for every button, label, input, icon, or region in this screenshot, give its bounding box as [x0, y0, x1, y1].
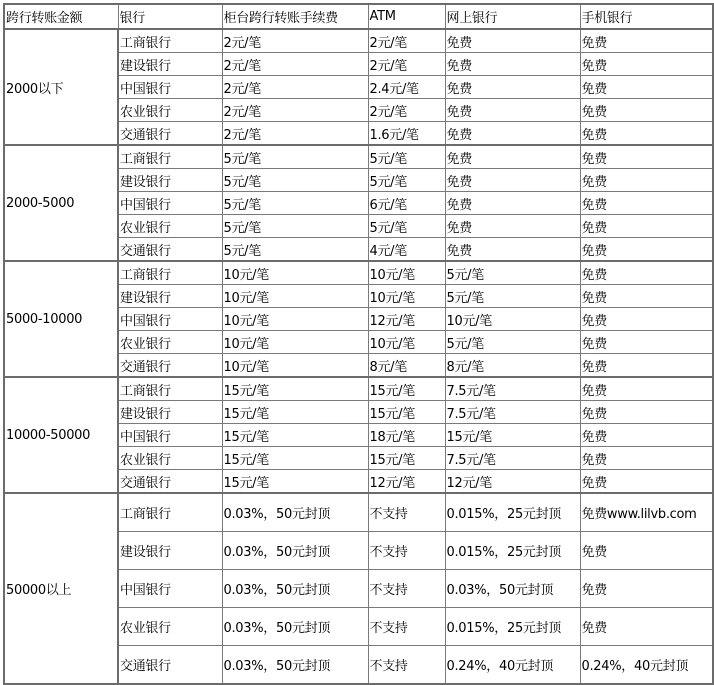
- mobile-banking-fee-cell: 免费: [580, 145, 713, 169]
- online-banking-fee-cell: 免费: [445, 145, 580, 169]
- column-header: 跨行转账金额: [4, 4, 118, 29]
- bank-cell: 中国银行: [118, 192, 222, 215]
- counter-fee-cell: 10元/笔: [222, 331, 368, 354]
- atm-fee-cell: 2.4元/笔: [368, 76, 445, 99]
- atm-fee-cell: 15元/笔: [368, 401, 445, 424]
- bank-cell: 交通银行: [118, 646, 222, 685]
- online-banking-fee-cell: 7.5元/笔: [445, 377, 580, 401]
- counter-fee-cell: 2元/笔: [222, 76, 368, 99]
- mobile-banking-fee-cell: 免费: [580, 570, 713, 608]
- mobile-banking-fee-cell: 免费: [580, 532, 713, 570]
- column-header: 银行: [118, 4, 222, 29]
- online-banking-fee-cell: 0.03%，50元封顶: [445, 570, 580, 608]
- atm-fee-cell: 不支持: [368, 608, 445, 646]
- bank-cell: 中国银行: [118, 570, 222, 608]
- table-row: [4, 377, 713, 401]
- counter-fee-cell: 2元/笔: [222, 122, 368, 146]
- header-row: [4, 4, 713, 29]
- bank-cell: 交通银行: [118, 470, 222, 494]
- atm-fee-cell: 不支持: [368, 532, 445, 570]
- counter-fee-cell: 15元/笔: [222, 377, 368, 401]
- amount-range-cell: 2000-5000: [4, 145, 118, 261]
- atm-fee-cell: 4元/笔: [368, 238, 445, 262]
- mobile-banking-fee-cell: 免费: [580, 377, 713, 401]
- mobile-banking-fee-cell: 免费: [580, 401, 713, 424]
- online-banking-fee-cell: 免费: [445, 122, 580, 146]
- table-row: [4, 493, 713, 532]
- online-banking-fee-cell: 12元/笔: [445, 470, 580, 494]
- bank-cell: 农业银行: [118, 99, 222, 122]
- atm-fee-cell: 10元/笔: [368, 331, 445, 354]
- bank-cell: 交通银行: [118, 238, 222, 262]
- counter-fee-cell: 2元/笔: [222, 29, 368, 53]
- mobile-banking-fee-cell: 免费: [580, 447, 713, 470]
- counter-fee-cell: 0.03%，50元封顶: [222, 646, 368, 685]
- online-banking-fee-cell: 0.015%，25元封顶: [445, 532, 580, 570]
- bank-cell: 交通银行: [118, 122, 222, 146]
- atm-fee-cell: 18元/笔: [368, 424, 445, 447]
- atm-fee-cell: 8元/笔: [368, 354, 445, 378]
- mobile-banking-fee-cell: 免费: [580, 122, 713, 146]
- online-banking-fee-cell: 免费: [445, 29, 580, 53]
- table-body: [4, 4, 713, 684]
- counter-fee-cell: 5元/笔: [222, 192, 368, 215]
- bank-cell: 工商银行: [118, 377, 222, 401]
- bank-cell: 工商银行: [118, 261, 222, 285]
- atm-fee-cell: 2元/笔: [368, 29, 445, 53]
- counter-fee-cell: 2元/笔: [222, 99, 368, 122]
- mobile-banking-fee-cell: 免费: [580, 285, 713, 308]
- atm-fee-cell: 10元/笔: [368, 261, 445, 285]
- counter-fee-cell: 0.03%，50元封顶: [222, 493, 368, 532]
- online-banking-fee-cell: 15元/笔: [445, 424, 580, 447]
- bank-cell: 农业银行: [118, 215, 222, 238]
- counter-fee-cell: 5元/笔: [222, 169, 368, 192]
- bank-cell: 建设银行: [118, 169, 222, 192]
- atm-fee-cell: 1.6元/笔: [368, 122, 445, 146]
- bank-cell: 农业银行: [118, 608, 222, 646]
- atm-fee-cell: 2元/笔: [368, 53, 445, 76]
- online-banking-fee-cell: 8元/笔: [445, 354, 580, 378]
- atm-fee-cell: 5元/笔: [368, 215, 445, 238]
- bank-cell: 工商银行: [118, 493, 222, 532]
- mobile-banking-fee-cell: 免费: [580, 261, 713, 285]
- amount-range-cell: 10000-50000: [4, 377, 118, 493]
- mobile-banking-fee-cell: 免费: [580, 470, 713, 494]
- online-banking-fee-cell: 免费: [445, 169, 580, 192]
- counter-fee-cell: 5元/笔: [222, 215, 368, 238]
- atm-fee-cell: 6元/笔: [368, 192, 445, 215]
- mobile-banking-fee-cell: 免费: [580, 424, 713, 447]
- column-header: 手机银行: [580, 4, 713, 29]
- online-banking-fee-cell: 免费: [445, 192, 580, 215]
- table-row: [4, 29, 713, 53]
- counter-fee-cell: 15元/笔: [222, 401, 368, 424]
- online-banking-fee-cell: 免费: [445, 53, 580, 76]
- online-banking-fee-cell: 7.5元/笔: [445, 401, 580, 424]
- mobile-banking-fee-cell: 免费: [580, 608, 713, 646]
- online-banking-fee-cell: 0.24%，40元封顶: [445, 646, 580, 685]
- online-banking-fee-cell: 免费: [445, 99, 580, 122]
- mobile-banking-fee-cell: 免费: [580, 53, 713, 76]
- amount-range-cell: 5000-10000: [4, 261, 118, 377]
- bank-cell: 交通银行: [118, 354, 222, 378]
- mobile-banking-fee-cell: 免费: [580, 76, 713, 99]
- column-header: ATM: [368, 4, 445, 29]
- online-banking-fee-cell: 5元/笔: [445, 285, 580, 308]
- atm-fee-cell: 不支持: [368, 493, 445, 532]
- atm-fee-cell: 12元/笔: [368, 308, 445, 331]
- bank-cell: 中国银行: [118, 308, 222, 331]
- online-banking-fee-cell: 0.015%，25元封顶: [445, 608, 580, 646]
- atm-fee-cell: 5元/笔: [368, 145, 445, 169]
- bank-cell: 农业银行: [118, 331, 222, 354]
- atm-fee-cell: 不支持: [368, 570, 445, 608]
- bank-cell: 农业银行: [118, 447, 222, 470]
- counter-fee-cell: 10元/笔: [222, 354, 368, 378]
- counter-fee-cell: 0.03%，50元封顶: [222, 570, 368, 608]
- atm-fee-cell: 15元/笔: [368, 447, 445, 470]
- amount-range-cell: 2000以下: [4, 29, 118, 145]
- online-banking-fee-cell: 免费: [445, 215, 580, 238]
- bank-cell: 中国银行: [118, 76, 222, 99]
- counter-fee-cell: 15元/笔: [222, 447, 368, 470]
- bank-cell: 建设银行: [118, 401, 222, 424]
- online-banking-fee-cell: 免费: [445, 76, 580, 99]
- counter-fee-cell: 10元/笔: [222, 308, 368, 331]
- atm-fee-cell: 5元/笔: [368, 169, 445, 192]
- online-banking-fee-cell: 免费: [445, 238, 580, 262]
- column-header: 柜台跨行转账手续费: [222, 4, 368, 29]
- online-banking-fee-cell: 10元/笔: [445, 308, 580, 331]
- mobile-banking-fee-cell: 0.24%，40元封顶: [580, 646, 713, 685]
- bank-cell: 建设银行: [118, 532, 222, 570]
- mobile-banking-fee-cell: 免费: [580, 99, 713, 122]
- bank-cell: 建设银行: [118, 285, 222, 308]
- atm-fee-cell: 15元/笔: [368, 377, 445, 401]
- atm-fee-cell: 2元/笔: [368, 99, 445, 122]
- online-banking-fee-cell: 0.015%，25元封顶: [445, 493, 580, 532]
- mobile-banking-fee-cell: 免费: [580, 331, 713, 354]
- table-row: [4, 261, 713, 285]
- table-row: [4, 145, 713, 169]
- bank-cell: 工商银行: [118, 29, 222, 53]
- mobile-banking-fee-cell: 免费: [580, 215, 713, 238]
- amount-range-cell: 50000以上: [4, 493, 118, 684]
- column-header: 网上银行: [445, 4, 580, 29]
- counter-fee-cell: 5元/笔: [222, 238, 368, 262]
- counter-fee-cell: 2元/笔: [222, 53, 368, 76]
- counter-fee-cell: 10元/笔: [222, 261, 368, 285]
- bank-cell: 中国银行: [118, 424, 222, 447]
- counter-fee-cell: 15元/笔: [222, 424, 368, 447]
- atm-fee-cell: 12元/笔: [368, 470, 445, 494]
- bank-cell: 建设银行: [118, 53, 222, 76]
- transfer-fee-table: [3, 3, 714, 685]
- counter-fee-cell: 0.03%，50元封顶: [222, 608, 368, 646]
- online-banking-fee-cell: 5元/笔: [445, 331, 580, 354]
- mobile-banking-fee-cell: 免费www.lilvb.com: [580, 493, 713, 532]
- counter-fee-cell: 10元/笔: [222, 285, 368, 308]
- mobile-banking-fee-cell: 免费: [580, 238, 713, 262]
- atm-fee-cell: 10元/笔: [368, 285, 445, 308]
- counter-fee-cell: 5元/笔: [222, 145, 368, 169]
- mobile-banking-fee-cell: 免费: [580, 308, 713, 331]
- counter-fee-cell: 0.03%，50元封顶: [222, 532, 368, 570]
- online-banking-fee-cell: 7.5元/笔: [445, 447, 580, 470]
- bank-cell: 工商银行: [118, 145, 222, 169]
- counter-fee-cell: 15元/笔: [222, 470, 368, 494]
- atm-fee-cell: 不支持: [368, 646, 445, 685]
- online-banking-fee-cell: 5元/笔: [445, 261, 580, 285]
- mobile-banking-fee-cell: 免费: [580, 354, 713, 378]
- mobile-banking-fee-cell: 免费: [580, 169, 713, 192]
- mobile-banking-fee-cell: 免费: [580, 192, 713, 215]
- mobile-banking-fee-cell: 免费: [580, 29, 713, 53]
